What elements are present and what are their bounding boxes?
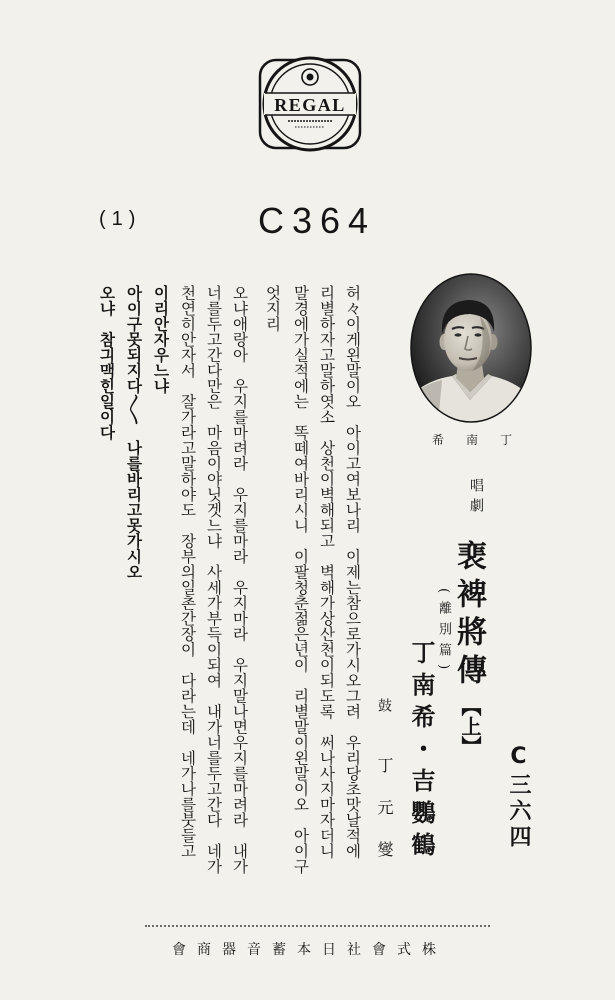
page-number: (1)	[99, 208, 142, 230]
catalog-number-vertical: C三六四	[506, 744, 531, 851]
photo-eye	[475, 333, 482, 336]
lyric-line: 너를두고간다만은 마음이야닛겟느냐 사세가부득이되여 내가너를두고간다 네가	[204, 285, 223, 874]
portrait-caption: 丁南希	[432, 433, 535, 447]
lyric-line: 엇지리	[263, 285, 282, 332]
lyric-line: 리별하자고말하엿소 상천이벽해되고 벽해가상산천이되도록 써나사지마자더니	[317, 285, 336, 859]
publisher-name: 株式會社日本蓄音器商會	[172, 942, 447, 958]
drum-label: 鼓	[376, 698, 392, 712]
title-name: 裵裨將傳	[451, 540, 486, 692]
footer-rule	[145, 925, 490, 927]
regal-logo	[255, 52, 365, 156]
lyric-line: 허々이게왼말이오 아이고여보나리 이제는참으로가시오그려 우리당초맛날적에	[343, 285, 362, 859]
title-genre: 唱劇	[468, 478, 484, 518]
lyric-line: 이리안자우느냐	[151, 285, 170, 394]
lyric-line: 아이구못되지다〳〵 나를바리고못가시오	[124, 285, 143, 580]
singers: 丁南希・吉鸚鶴	[407, 640, 436, 864]
photo-clothing-shadow	[408, 380, 442, 424]
photo-eye	[455, 333, 462, 336]
lyric-line: 오냐애랑아 우지를마려라 우지를마라 우지마라 우지말나면우지를마려라 내가	[230, 285, 249, 874]
lyric-line: 오냐 참긔맥힌일이다	[97, 285, 116, 440]
title-part: 【上】	[458, 696, 482, 756]
logo-brand-text: REGAL	[274, 95, 346, 115]
logo-disc-center	[307, 74, 314, 81]
drummer: 丁元燮	[375, 757, 394, 883]
portrait-photo	[408, 272, 534, 424]
title-subtitle: (離別篇)	[436, 588, 451, 678]
record-number: C364	[258, 200, 377, 241]
lyric-line: 말경에가실적에는 똑떼여바리시니 이팔청춘젊은년이 리별말이왼말이오 아이구	[291, 285, 310, 874]
lyric-line: 천연히안자서 잘가라고말하야도 장부의일촌간장이 다라는데 네가나를붓들고	[178, 285, 197, 859]
